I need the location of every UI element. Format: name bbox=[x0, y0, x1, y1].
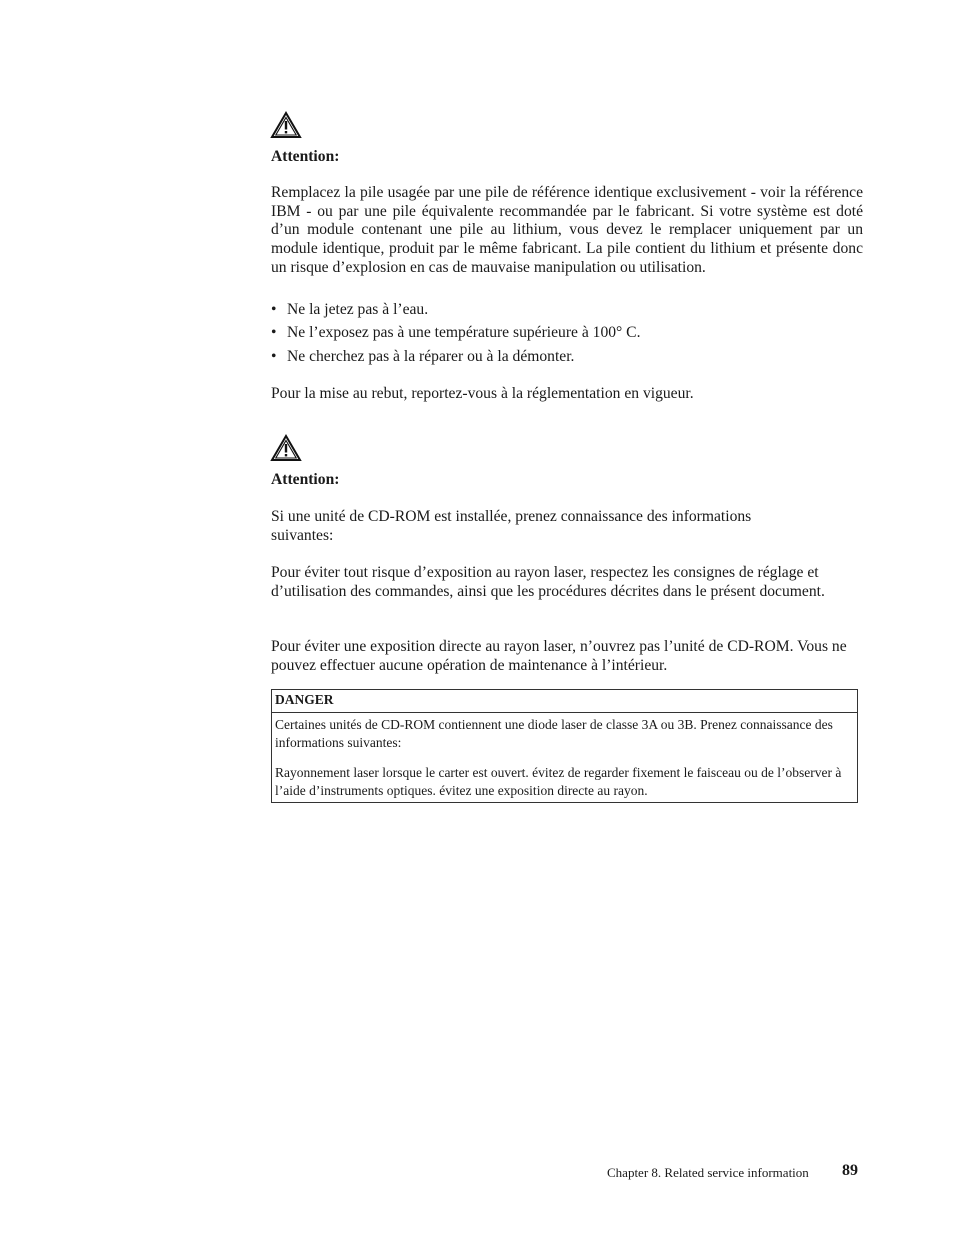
danger-heading: DANGER bbox=[275, 692, 334, 707]
list-item-text: Ne l’exposez pas à une température supérieure à 100° C. bbox=[287, 324, 641, 341]
warning-triangle-icon bbox=[270, 111, 302, 139]
warning-triangle-icon bbox=[270, 434, 302, 462]
danger-text: Certaines unités de CD-ROM contiennent une diode laser de classe 3A ou 3B. Prenez connaissance des informations suivantes: bbox=[275, 717, 833, 750]
caution-heading: Attention: bbox=[271, 148, 340, 165]
bullet-marker: • bbox=[271, 348, 277, 365]
disposal-note: Pour la mise au rebut, reportez-vous à la réglementation en vigueur. bbox=[271, 385, 694, 402]
danger-header bbox=[272, 690, 857, 713]
footer-chapter: Chapter 8. Related service information bbox=[607, 1165, 809, 1180]
list-item-text: Ne la jetez pas à l’eau. bbox=[287, 301, 429, 318]
danger-text: Rayonnement laser lorsque le carter est ouvert. évitez de regarder fixement le faisceau ou de l’observer à l’aide d’instruments optiques. évitez une exposition directe au rayon. bbox=[275, 765, 842, 798]
page-number: 89 bbox=[842, 1162, 858, 1179]
bullet-marker: • bbox=[271, 301, 277, 318]
danger-notice-box bbox=[271, 689, 858, 803]
caution-body: Remplacez la pile usagée par une pile de référence identique exclusivement - voir la référence IBM - ou par une pile équivalente recommandée par le fabricant. Si votre système est doté d’un module contenant une pile au lithium, vous devez le remplacer uniquement par un module identique, produit par le même fabricant. La pile contient du lithium et présente donc un risque d’explosion en cas de mauvaise manipulation ou utilisation. bbox=[271, 184, 863, 276]
laser-exposure-note: Pour éviter tout risque d’exposition au rayon laser, respectez les consignes de réglage et d’utilisation des commandes, ainsi que les procédures décrites dans le présent document. bbox=[271, 564, 825, 600]
caution-heading: Attention: bbox=[271, 471, 340, 488]
bullet-marker: • bbox=[271, 324, 277, 341]
list-item-text: Ne cherchez pas à la réparer ou à la démonter. bbox=[287, 348, 575, 365]
cdrom-intro: Si une unité de CD-ROM est installée, prenez connaissance des informations suivantes: bbox=[271, 508, 752, 544]
cdrom-maintenance-note: Pour éviter une exposition directe au rayon laser, n’ouvrez pas l’unité de CD-ROM. Vous ne pouvez effectuer aucune opération de maintenance à l’intérieur. bbox=[271, 638, 847, 674]
